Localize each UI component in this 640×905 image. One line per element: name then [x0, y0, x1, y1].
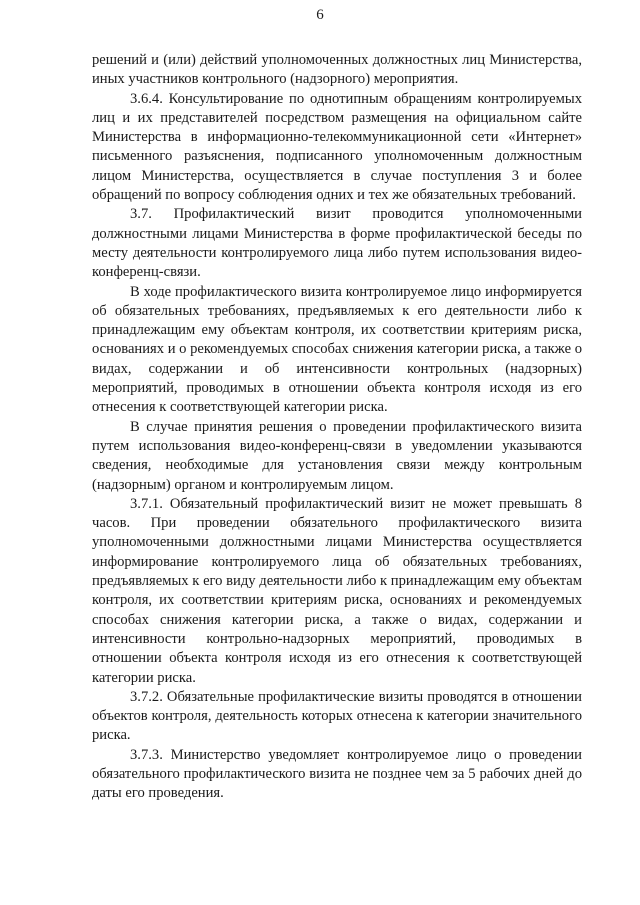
page-number: 6: [316, 7, 324, 23]
paragraph-video-conference: В случае принятия решения о проведении профилактического визита путем использования видео-конференц-связи в уведомлении указываются сведения, необходимые для установления связи между контрольным (надзорным) органом и контролируемым лицом.: [92, 418, 582, 493]
document-body: [92, 51, 582, 804]
paragraph-3-7-2: 3.7.2. Обязательные профилактические визиты проводятся в отношении объектов контроля, деятельность которых отнесена к категории значительного риска.: [92, 688, 582, 744]
paragraph-3-7-1: 3.7.1. Обязательный профилактический визит не может превышать 8 часов. При проведении обязательного профилактического визита уполномоченными должностными лицами Министерства осуществляется информирование контролируемого лица об обязательных требованиях, предъявляемых к его виду деятельности либо к принадлежащим ему объектам контроля, их соответствии критериям риска, основаниях и рекомендуемых способах снижения категории риска, а также о видах, содержании и интенсивности контрольно-надзорных мероприятий, проводимых в отношении объекта контроля исходя из его отнесения к соответствующей категории риска.: [92, 495, 582, 686]
paragraph-3-7: 3.7. Профилактический визит проводится уполномоченными должностными лицами Министерства в форме профилактической беседы по месту деятельности контролируемого лица либо путем использования видео-конференц-связи.: [92, 206, 582, 281]
paragraph-visit-content: В ходе профилактического визита контролируемое лицо информируется об обязательных требованиях, предъявляемых к его деятельности либо к принадлежащим ему объектам контроля, их соответствии критериям риска, основаниях и о рекомендуемых способах снижения категории риска, а также о видах, содержании и об интенсивности контрольных (надзорных) мероприятий, проводимых в отношении объекта контроля исходя из его отнесения к соответствующей категории риска.: [92, 283, 582, 416]
paragraph-3-6-4: 3.6.4. Консультирование по однотипным обращениям контролируемых лиц и их представителей посредством размещения на официальном сайте Министерства в информационно-телекоммуникационной сети «Интернет» письменного разъяснения, подписанного уполномоченным должностным лицом Министерства, осуществляется в случае поступления 3 и более обращений по вопросу соблюдения одних и тех же обязательных требований.: [92, 90, 582, 204]
paragraph-continuation: решений и (или) действий уполномоченных должностных лиц Министерства, иных участников контрольного (надзорного) мероприятия.: [92, 52, 582, 88]
paragraph-3-7-3: 3.7.3. Министерство уведомляет контролируемое лицо о проведении обязательного профилактического визита не позднее чем за 5 рабочих дней до даты его проведения.: [92, 746, 582, 802]
